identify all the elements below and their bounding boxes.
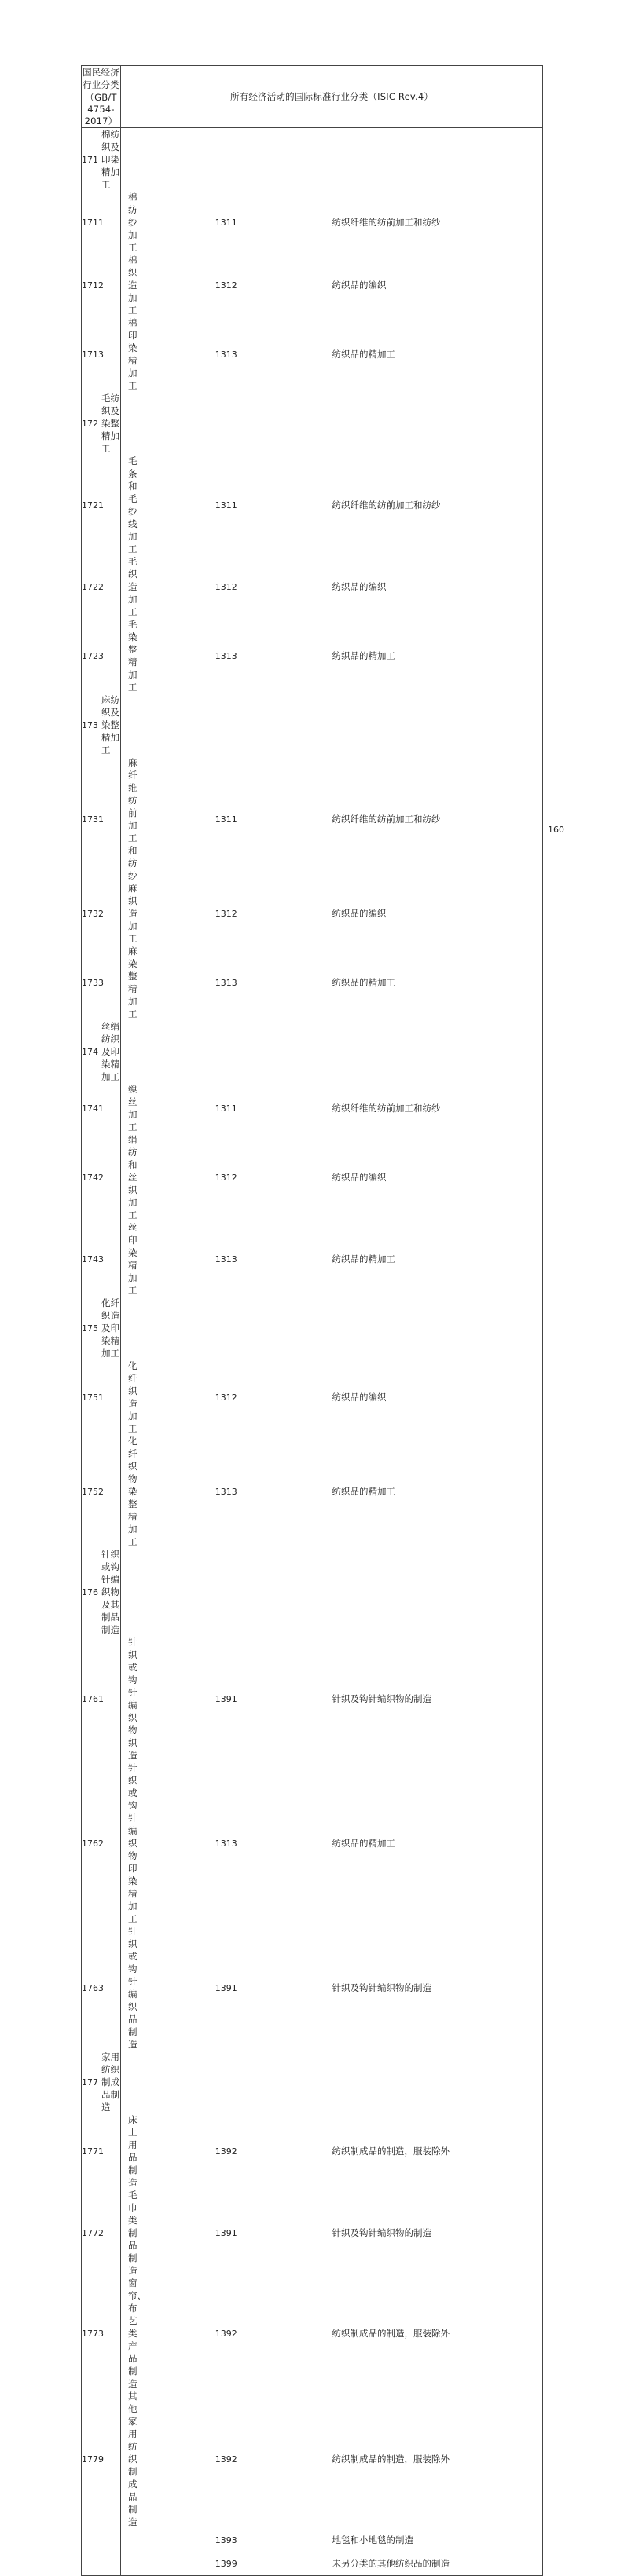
gb-code: 1711 [82,191,101,254]
gb-code: 172 [82,392,101,455]
gb-name: 棉纺纱加工 [101,191,121,254]
isic-code [121,128,332,191]
table-row [82,317,543,392]
isic-code: 1392 [121,2113,332,2189]
page-number: 160 [548,825,564,835]
table-row [82,945,543,1020]
gb-code: 1731 [82,756,101,882]
table-row [82,1020,543,1083]
gb-name: 丝绢纺织及印染精加工 [101,1021,119,1082]
gb-name: 棉纺织及印染精加工 [101,129,119,190]
gb-name: 缫丝加工 [101,1083,121,1133]
table-row [82,1359,543,1435]
gb-name: 麻纤维纺前加工和纺纱 [101,756,121,882]
table-row [82,1221,543,1297]
table-row [82,254,543,317]
isic-code: 1313 [121,1435,332,1548]
gb-code: 176 [82,1548,101,1636]
table-row [82,756,543,882]
isic-name [332,2051,543,2113]
gb-name: 针织或钩针编织物及其制品制造 [101,1549,119,1635]
gb-code: 1713 [82,317,101,392]
table-body [82,128,543,2576]
isic-code: 1311 [121,455,332,555]
table-row [82,1083,543,1133]
isic-code [121,1020,332,1083]
isic-name [332,392,543,455]
isic-code: 1312 [121,882,332,945]
isic-name: 针织及钩针编织物的制造 [332,2189,543,2277]
isic-code: 1312 [121,254,332,317]
gb-code: 1751 [82,1359,101,1435]
gb-code: 1762 [82,1762,101,1925]
classification-table [81,65,543,2576]
table-row [82,693,543,756]
gb-name: 床上用品制造 [101,2113,121,2189]
gb-code: 1741 [82,1083,101,1133]
isic-name [332,128,543,191]
gb-name: 化纤织物染整精加工 [101,1435,121,1548]
isic-name: 纺织品的精加工 [332,618,543,693]
gb-code: 175 [82,1297,101,1359]
isic-code: 1313 [121,317,332,392]
isic-code: 1312 [121,1133,332,1221]
gb-code: 177 [82,2051,101,2113]
isic-code: 1313 [121,945,332,1020]
isic-name [332,693,543,756]
isic-code: 1312 [121,1359,332,1435]
gb-name: 针织或钩针编织物织造 [101,1636,121,1762]
gb-code: 1732 [82,882,101,945]
table-header-row [82,66,543,128]
isic-code: 1391 [121,2189,332,2277]
table-row [82,2189,543,2277]
table-row [82,1762,543,1925]
table-row [82,455,543,555]
isic-name [332,1020,543,1083]
gb-code [82,2552,101,2575]
gb-code: 1752 [82,1435,101,1548]
isic-name: 针织及钩针编织物的制造 [332,1925,543,2051]
isic-name: 纺织品的精加工 [332,1221,543,1297]
isic-code: 1311 [121,1083,332,1133]
table-row [82,882,543,945]
gb-name: 毛条和毛纱线加工 [101,455,121,555]
isic-code: 1313 [121,1762,332,1925]
isic-name: 纺织纤维的纺前加工和纺纱 [332,191,543,254]
gb-code: 1771 [82,2113,101,2189]
gb-name: 其他家用纺织制成品制造 [101,2390,121,2528]
gb-name: 针织或钩针编织品制造 [101,1925,121,2051]
isic-name: 纺织品的精加工 [332,1435,543,1548]
gb-code: 1779 [82,2390,101,2528]
isic-name: 纺织制成品的制造，服装除外 [332,2390,543,2528]
gb-code: 1742 [82,1133,101,1221]
gb-code: 1743 [82,1221,101,1297]
table-row [82,2277,543,2390]
header-isic-classification: 所有经济活动的国际标准行业分类（ISIC Rev.4） [121,66,543,128]
isic-code: 1313 [121,1221,332,1297]
isic-code: 1311 [121,191,332,254]
gb-code: 1723 [82,618,101,693]
table-row [82,1133,543,1221]
gb-name: 绢纺和丝织加工 [101,1133,121,1221]
gb-name: 麻织造加工 [101,882,121,945]
isic-name: 纺织纤维的纺前加工和纺纱 [332,1083,543,1133]
gb-code: 1772 [82,2189,101,2277]
isic-code: 1391 [121,1636,332,1762]
gb-name: 窗帘、布艺类产品制造 [101,2277,121,2390]
table-row [82,128,543,191]
isic-name: 纺织制成品的制造，服装除外 [332,2277,543,2390]
header-gb-classification: 国民经济行业分类（GB/T 4754-2017） [83,67,119,126]
isic-name: 未另分类的其他纺织品的制造 [332,2552,543,2575]
gb-name: 丝印染精加工 [101,1221,121,1297]
table-row [82,1636,543,1762]
gb-name: 化纤织造及印染精加工 [101,1297,119,1359]
isic-code: 1399 [121,2552,332,2575]
isic-name: 地毯和小地毯的制造 [332,2528,543,2552]
isic-name: 纺织制成品的制造，服装除外 [332,2113,543,2189]
isic-name: 纺织品的精加工 [332,317,543,392]
gb-name: 化纤织造加工 [101,1359,121,1435]
isic-code: 1392 [121,2277,332,2390]
table-row [82,555,543,618]
table-row [82,1925,543,2051]
gb-name: 棉织造加工 [101,254,121,317]
isic-name: 纺织品的编织 [332,1133,543,1221]
table-row [82,1297,543,1359]
gb-name: 毛织造加工 [101,555,121,618]
isic-name: 纺织品的编织 [332,254,543,317]
isic-code [121,1548,332,1636]
isic-code [121,693,332,756]
gb-code: 1763 [82,1925,101,2051]
isic-name [332,1297,543,1359]
table-row [82,2051,543,2113]
table-row [82,2390,543,2528]
gb-name: 针织或钩针编织物印染精加工 [101,1762,121,1925]
table-row [82,191,543,254]
isic-name: 针织及钩针编织物的制造 [332,1636,543,1762]
table-row [82,2113,543,2189]
table-row [82,618,543,693]
gb-code: 173 [82,693,101,756]
isic-code: 1392 [121,2390,332,2528]
isic-name: 纺织品的编织 [332,882,543,945]
isic-code [121,2051,332,2113]
gb-name: 棉印染精加工 [101,317,121,392]
isic-name: 纺织品的编织 [332,555,543,618]
isic-code [121,1297,332,1359]
table-row [82,2528,543,2552]
isic-name: 纺织品的编织 [332,1359,543,1435]
table-row [82,1435,543,1548]
gb-code: 1712 [82,254,101,317]
isic-name: 纺织品的精加工 [332,945,543,1020]
isic-code: 1311 [121,756,332,882]
table-row [82,392,543,455]
gb-name: 毛纺织及染整精加工 [101,393,119,454]
isic-code: 1391 [121,1925,332,2051]
isic-name: 纺织纤维的纺前加工和纺纱 [332,455,543,555]
gb-code [82,2528,101,2552]
gb-code: 1733 [82,945,101,1020]
gb-code: 171 [82,128,101,191]
isic-name: 纺织纤维的纺前加工和纺纱 [332,756,543,882]
gb-name [101,2552,121,2575]
gb-code: 1761 [82,1636,101,1762]
table-row [82,1548,543,1636]
gb-code: 1773 [82,2277,101,2390]
gb-code: 1721 [82,455,101,555]
isic-code [121,392,332,455]
table-row [82,2552,543,2575]
gb-name [101,2528,121,2552]
isic-code: 1312 [121,555,332,618]
isic-code: 1313 [121,618,332,693]
gb-code: 174 [82,1020,101,1083]
gb-name: 麻染整精加工 [101,945,121,1020]
isic-name: 纺织品的精加工 [332,1762,543,1925]
gb-name: 毛巾类制品制造 [101,2189,121,2277]
gb-code: 1722 [82,555,101,618]
gb-name: 家用纺织制成品制造 [101,2051,119,2113]
gb-name: 麻纺织及染整精加工 [101,694,119,756]
isic-code: 1393 [121,2528,332,2552]
gb-name: 毛染整精加工 [101,618,121,693]
isic-name [332,1548,543,1636]
